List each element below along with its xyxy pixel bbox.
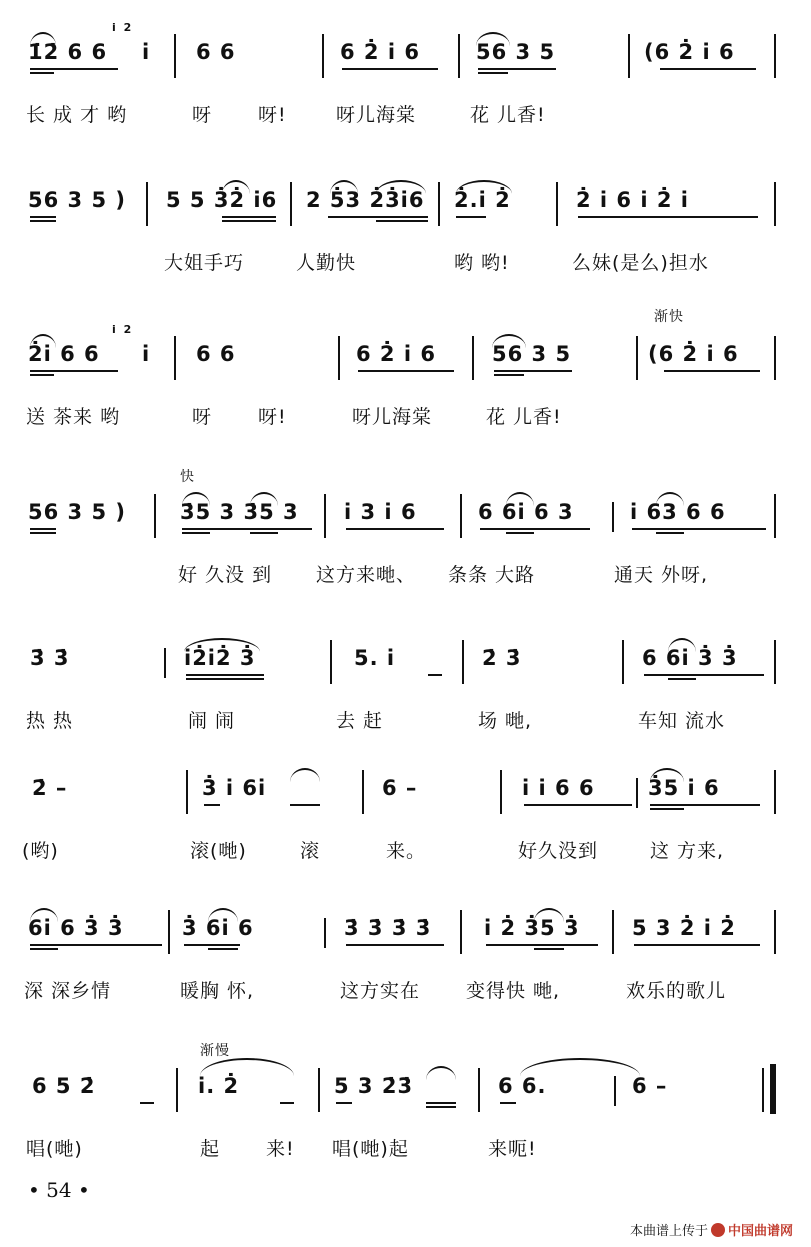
underline bbox=[644, 674, 764, 676]
underline bbox=[30, 370, 118, 372]
barline bbox=[186, 770, 188, 814]
barline bbox=[462, 640, 464, 684]
lyric: 来呃! bbox=[488, 1138, 537, 1160]
notation-line bbox=[0, 640, 811, 680]
note-group: 3̇5 i 6 bbox=[648, 776, 720, 800]
note-group: 6 6i 3̇ 3̇ bbox=[642, 646, 738, 670]
barline bbox=[774, 182, 776, 226]
barline bbox=[318, 1068, 320, 1112]
underline bbox=[30, 68, 118, 70]
note-group: i 63 6 6 bbox=[630, 500, 726, 524]
lyrics-line bbox=[0, 248, 811, 278]
barline bbox=[322, 34, 324, 78]
note-group: i 2̇ 3̇5 3̇ bbox=[484, 916, 580, 940]
lyric: 好久没到 bbox=[518, 840, 599, 862]
lyric: 大姐手巧 bbox=[164, 252, 245, 274]
note-group: 6i 6 3̇ 3̇ bbox=[28, 916, 124, 940]
note-group: 56 3 5 ) bbox=[28, 188, 126, 212]
notation-line bbox=[0, 770, 811, 810]
lyric: 深 深乡情 bbox=[24, 980, 112, 1002]
note-group: 1̇2̇ 6 6 bbox=[28, 40, 108, 64]
underline bbox=[250, 532, 278, 534]
barline bbox=[500, 770, 502, 814]
page-number: • 54 • bbox=[28, 1178, 90, 1202]
note-group: 6 5 2̇ bbox=[32, 1074, 96, 1098]
note-group: 6 6. bbox=[498, 1074, 547, 1098]
underline bbox=[140, 1102, 154, 1104]
note-group: 6 – bbox=[382, 776, 418, 800]
lyric: 呀 bbox=[192, 104, 213, 126]
barline bbox=[774, 910, 776, 954]
underline bbox=[30, 72, 54, 74]
lyric: 呀 bbox=[192, 406, 213, 428]
note-group: 5 3 2̇3̇ bbox=[334, 1074, 414, 1098]
underline bbox=[30, 220, 56, 222]
lyric: 呀! bbox=[258, 406, 287, 428]
underline bbox=[222, 216, 276, 218]
watermark bbox=[630, 1220, 793, 1239]
barline bbox=[636, 778, 638, 808]
barline bbox=[146, 182, 148, 226]
lyric: 滚(哋) bbox=[190, 840, 247, 862]
lyrics-line bbox=[0, 706, 811, 736]
underline bbox=[336, 1102, 352, 1104]
lyric: 花 儿香! bbox=[486, 406, 562, 428]
underline bbox=[342, 68, 438, 70]
barline bbox=[556, 182, 558, 226]
lyric: 去 赶 bbox=[336, 710, 384, 732]
underline bbox=[30, 528, 56, 530]
barline bbox=[290, 182, 292, 226]
underline bbox=[668, 678, 696, 680]
lyric: 变得快 哋, bbox=[466, 980, 561, 1002]
lyric: 这方实在 bbox=[340, 980, 421, 1002]
lyrics-line bbox=[0, 1134, 811, 1164]
note-group: 2̇.i 2̇ bbox=[454, 188, 511, 212]
underline bbox=[346, 944, 444, 946]
lyric: 呀儿海棠 bbox=[352, 406, 433, 428]
underline bbox=[346, 528, 444, 530]
barline bbox=[438, 182, 440, 226]
underline bbox=[30, 374, 54, 376]
tempo-marking: 渐快 bbox=[654, 309, 684, 325]
lyric: 来! bbox=[266, 1138, 295, 1160]
lyrics-line bbox=[0, 976, 811, 1006]
note-group: 56 3 5 bbox=[492, 342, 572, 366]
note-group: 3̇ 3̇ bbox=[30, 646, 70, 670]
underline bbox=[222, 220, 276, 222]
lyric: 唱(哋)起 bbox=[332, 1138, 409, 1160]
lyric: 条条 大路 bbox=[448, 564, 536, 586]
barline bbox=[324, 918, 326, 948]
grace-notes: i 2 bbox=[112, 21, 134, 34]
lyric: 来。 bbox=[386, 840, 427, 862]
lyric: 欢乐的歌儿 bbox=[626, 980, 727, 1002]
underline bbox=[634, 944, 760, 946]
note-group: 5. i bbox=[354, 646, 396, 670]
underline bbox=[660, 68, 756, 70]
underline bbox=[426, 1106, 456, 1108]
note-group: 6 6 bbox=[196, 40, 236, 64]
lyric: 车知 流水 bbox=[638, 710, 726, 732]
underline bbox=[280, 1102, 294, 1104]
notation-line bbox=[0, 323, 811, 376]
lyric: 暖胸 怀, bbox=[180, 980, 255, 1002]
note-group: 3̇ 6i 6 bbox=[182, 916, 254, 940]
underline bbox=[208, 948, 238, 950]
underline bbox=[290, 804, 320, 806]
note-group: i 3 i 6 bbox=[344, 500, 417, 524]
barline bbox=[176, 1068, 178, 1112]
lyric: 这方来哋、 bbox=[316, 564, 417, 586]
note-group: 6 6i 6 3 bbox=[478, 500, 574, 524]
lyric: 滚 bbox=[300, 840, 321, 862]
underline bbox=[358, 370, 454, 372]
lyric: 哟 哟! bbox=[454, 252, 510, 274]
underline bbox=[182, 528, 312, 530]
underline bbox=[480, 528, 590, 530]
note-group: (6 2̇ i 6 bbox=[644, 40, 735, 64]
note-group: 2̇ 3̇ bbox=[482, 646, 522, 670]
slur bbox=[290, 768, 320, 782]
underline bbox=[494, 370, 572, 372]
underline bbox=[578, 216, 758, 218]
note-group: i bbox=[142, 40, 151, 64]
lyric: (哟) bbox=[22, 840, 59, 862]
notation-line bbox=[0, 21, 811, 74]
lyric: 花 儿香! bbox=[470, 104, 546, 126]
final-barline bbox=[770, 1064, 776, 1114]
note-group: (6 2̇ i 6 bbox=[648, 342, 739, 366]
note-group: 6 2̇ i 6 bbox=[340, 40, 420, 64]
tempo-marking: 渐慢 bbox=[200, 1043, 230, 1059]
underline bbox=[328, 216, 428, 218]
lyric: 这 方来, bbox=[650, 840, 725, 862]
barline bbox=[774, 494, 776, 538]
barline bbox=[774, 640, 776, 684]
underline bbox=[186, 678, 264, 680]
underline bbox=[428, 674, 442, 676]
lyric: 热 热 bbox=[26, 710, 74, 732]
lyric: 好 久没 到 bbox=[178, 564, 273, 586]
barline bbox=[330, 640, 332, 684]
lyric: 场 哋, bbox=[478, 710, 533, 732]
watermark-prefix: 本曲谱上传于 bbox=[629, 1224, 708, 1239]
barline bbox=[154, 494, 156, 538]
underline bbox=[494, 374, 524, 376]
note-group: 3̇5 3 3̇5 3 bbox=[180, 500, 299, 524]
underline bbox=[426, 1102, 456, 1104]
underline bbox=[30, 948, 58, 950]
barline bbox=[636, 336, 638, 380]
note-group: i bbox=[142, 342, 151, 366]
site-logo-icon bbox=[711, 1223, 725, 1237]
underline bbox=[30, 216, 56, 218]
note-group: 2̇ i 6 i 2̇ i bbox=[576, 188, 689, 212]
tempo-marking: 快 bbox=[180, 469, 195, 485]
slur bbox=[426, 1066, 456, 1080]
barline bbox=[478, 1068, 480, 1112]
lyric: 长 成 才 哟 bbox=[26, 104, 128, 126]
notation-line bbox=[0, 910, 811, 950]
note-group: i2̇i2̇ 3̇ bbox=[184, 646, 256, 670]
lyric: 唱(哋) bbox=[26, 1138, 83, 1160]
lyric: 起 bbox=[200, 1138, 221, 1160]
lyric: 呀! bbox=[258, 104, 287, 126]
underline bbox=[478, 68, 556, 70]
lyrics-line bbox=[0, 560, 811, 590]
underline bbox=[656, 532, 684, 534]
lyric: 么妹(是么)担水 bbox=[572, 252, 709, 274]
barline bbox=[774, 34, 776, 78]
notation-line bbox=[0, 182, 811, 222]
underline bbox=[30, 944, 162, 946]
note-group: 2 5̇3 2̇3̇i6 bbox=[306, 188, 425, 212]
underline bbox=[184, 944, 240, 946]
note-group: 3̇ 3̇ 3̇ 3̇ bbox=[344, 916, 432, 940]
lyric: 通天 外呀, bbox=[614, 564, 709, 586]
barline bbox=[168, 910, 170, 954]
barline bbox=[174, 336, 176, 380]
lyrics-line bbox=[0, 836, 811, 866]
barline bbox=[338, 336, 340, 380]
underline bbox=[506, 532, 534, 534]
note-group: 6 – bbox=[632, 1074, 668, 1098]
barline bbox=[774, 770, 776, 814]
note-group: 56 3 5 bbox=[476, 40, 556, 64]
underline bbox=[478, 72, 508, 74]
note-group: 3̇ i 6i bbox=[202, 776, 267, 800]
lyric: 送 茶来 哟 bbox=[26, 406, 121, 428]
barline bbox=[622, 640, 624, 684]
barline bbox=[614, 1076, 616, 1106]
barline bbox=[612, 502, 614, 532]
barline bbox=[460, 494, 462, 538]
underline bbox=[376, 220, 428, 222]
note-group: 6 6 bbox=[196, 342, 236, 366]
lyric: 人勤快 bbox=[296, 252, 357, 274]
lyrics-line bbox=[0, 402, 811, 432]
underline bbox=[456, 216, 486, 218]
barline bbox=[362, 770, 364, 814]
grace-notes: i 2 bbox=[112, 323, 134, 336]
underline bbox=[650, 808, 684, 810]
lyric: 闹 闹 bbox=[188, 710, 236, 732]
barline bbox=[472, 336, 474, 380]
underline bbox=[524, 804, 632, 806]
note-group: i i 6 6 bbox=[522, 776, 595, 800]
barline bbox=[164, 648, 166, 678]
barline bbox=[762, 1068, 764, 1112]
watermark-site: 中国曲谱网 bbox=[727, 1224, 793, 1239]
note-group: 2̇i 6 6 bbox=[28, 342, 100, 366]
lyric: 呀儿海棠 bbox=[336, 104, 417, 126]
barline bbox=[458, 34, 460, 78]
note-group: 5 5 3̇2̇ i6 bbox=[166, 188, 278, 212]
barline bbox=[460, 910, 462, 954]
underline bbox=[204, 804, 220, 806]
note-group: 5 3 2̇ i 2̇ bbox=[632, 916, 736, 940]
lyrics-line bbox=[0, 100, 811, 130]
underline bbox=[182, 532, 210, 534]
note-group: i. 2̇ bbox=[198, 1074, 240, 1098]
underline bbox=[30, 532, 56, 534]
barline bbox=[628, 34, 630, 78]
underline bbox=[500, 1102, 516, 1104]
notation-line bbox=[0, 1068, 811, 1108]
underline bbox=[632, 528, 766, 530]
underline bbox=[650, 804, 760, 806]
underline bbox=[486, 944, 598, 946]
barline bbox=[174, 34, 176, 78]
barline bbox=[324, 494, 326, 538]
note-group: 6 2̇ i 6 bbox=[356, 342, 436, 366]
notation-line bbox=[0, 494, 811, 534]
note-group: 56 3 5 ) bbox=[28, 500, 126, 524]
underline bbox=[664, 370, 760, 372]
barline bbox=[612, 910, 614, 954]
underline bbox=[186, 674, 264, 676]
note-group: 2̇ – bbox=[32, 776, 68, 800]
underline bbox=[534, 948, 564, 950]
barline bbox=[774, 336, 776, 380]
